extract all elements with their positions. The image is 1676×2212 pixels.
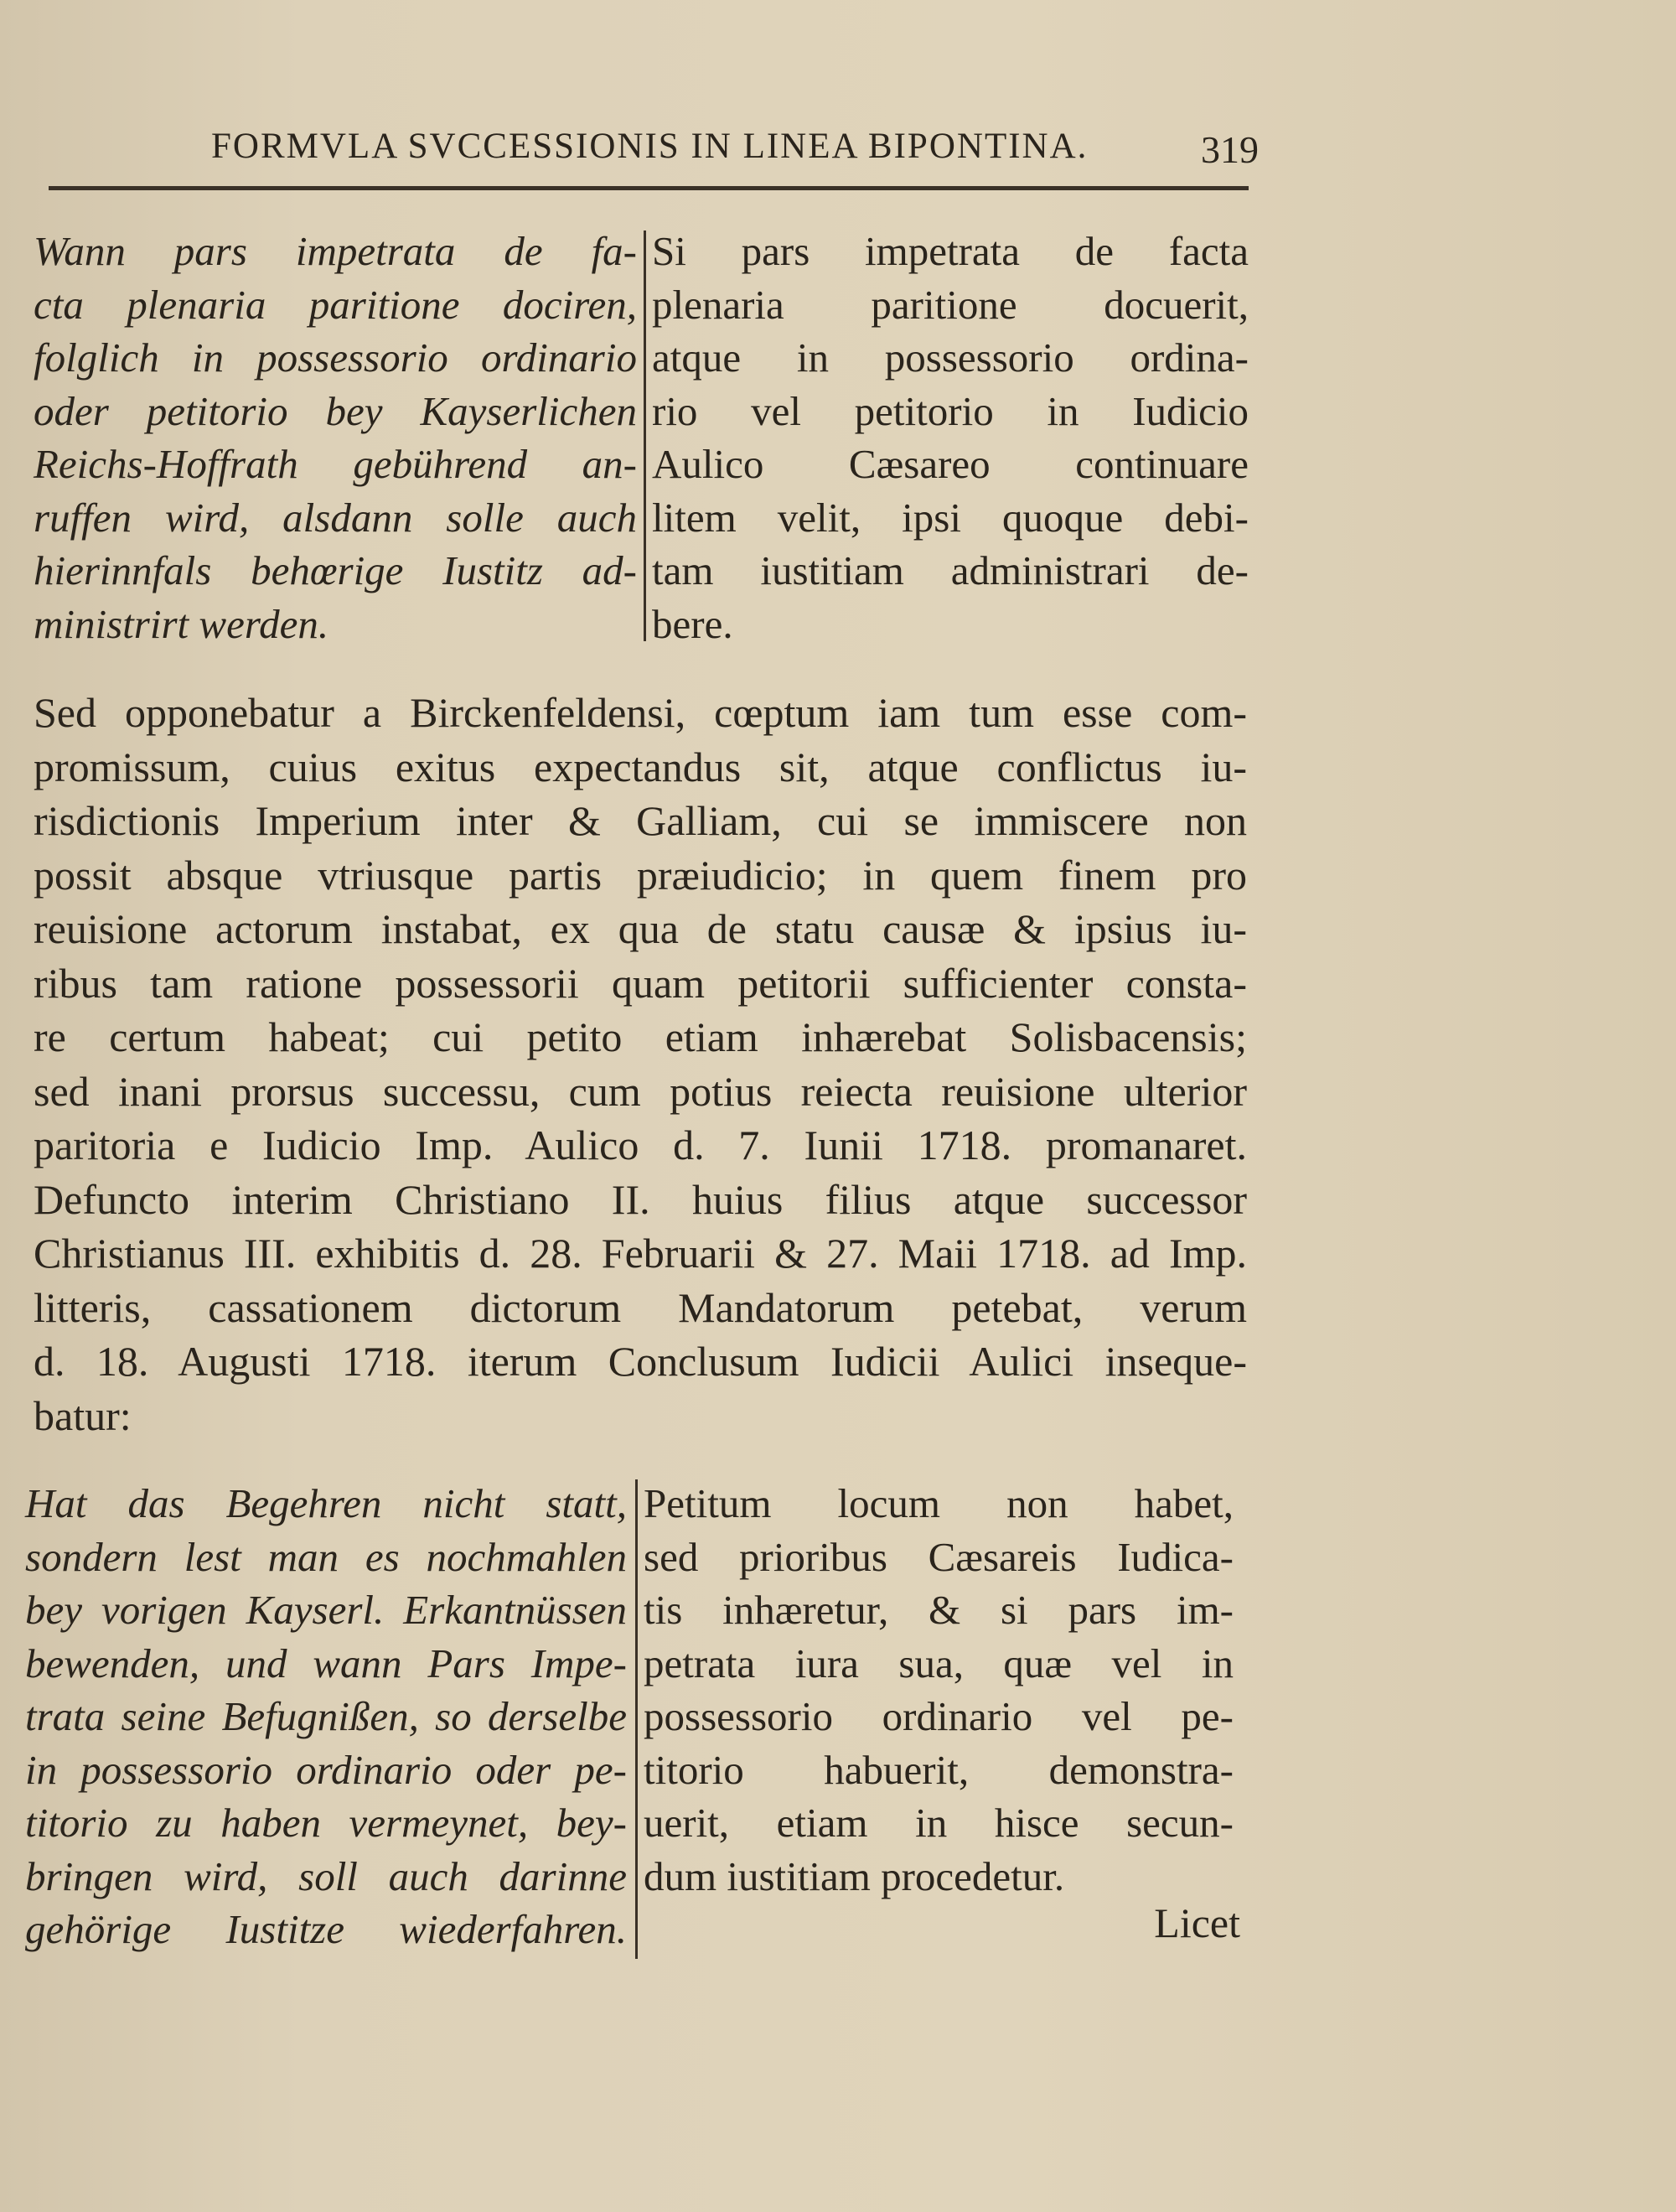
page-number: 319 — [1201, 128, 1259, 171]
text-line: bere. — [652, 600, 733, 647]
header-rule — [49, 186, 1249, 190]
text-line: Reichs-Hoffrath gebührend an- — [34, 441, 637, 487]
text-line: Wann pars impetrata de fa- — [34, 228, 637, 274]
text-line: trata seine Befugnißen, so derselbe — [25, 1693, 627, 1739]
block2-latin-column — [644, 1477, 1234, 1903]
block2-german-column — [25, 1477, 627, 1956]
text-line: titorio habuerit, demonstra- — [644, 1746, 1234, 1793]
text-line: possessorio ordinario vel pe- — [644, 1693, 1234, 1739]
text-line: re certum habeat; cui petito etiam inhærebat Solisbacensis; — [34, 1013, 1247, 1060]
text-line: folglich in possessorio ordinario — [34, 334, 637, 381]
block1-german-column — [34, 225, 637, 650]
text-line: ruffen wird, alsdann solle auch — [34, 494, 637, 541]
text-line: hierinnfals behœrige Iustitz ad- — [34, 547, 637, 593]
text-line: sed inani prorsus successu, cum potius reiecta reuisione ulterior — [34, 1067, 1247, 1115]
text-line: Aulico Cæsareo continuare — [652, 441, 1249, 487]
text-line: risdictionis Imperium inter & Galliam, cui se immiscere non — [34, 797, 1247, 844]
body-paragraph — [34, 686, 1247, 1443]
block2-column-divider — [635, 1479, 638, 1959]
text-line: Si pars impetrata de facta — [652, 228, 1249, 274]
text-line: rio vel petitorio in Iudicio — [652, 387, 1249, 434]
text-line: ribus tam ratione possessorii quam petitorii sufficienter consta- — [34, 959, 1247, 1007]
block1-latin-column — [652, 225, 1249, 650]
text-line: Christianus III. exhibitis d. 28. Februarii & 27. Maii 1718. ad Imp. — [34, 1230, 1247, 1277]
text-line: in possessorio ordinario oder pe- — [25, 1746, 627, 1793]
text-line: Defuncto interim Christiano II. huius filius atque successor — [34, 1175, 1247, 1223]
text-line: tam iustitiam administrari de- — [652, 547, 1249, 593]
text-line: batur: — [34, 1391, 132, 1439]
text-line: litteris, cassationem dictorum Mandatorum petebat, verum — [34, 1283, 1247, 1331]
text-line: uerit, etiam in hisce secun- — [644, 1800, 1234, 1846]
text-line: reuisione actorum instabat, ex qua de statu causæ & ipsius iu- — [34, 905, 1247, 952]
text-line: promissum, cuius exitus expectandus sit, atque conflictus iu- — [34, 743, 1247, 790]
text-line: litem velit, ipsi quoque debi- — [652, 494, 1249, 541]
text-line: dum iustitiam procedetur. — [644, 1852, 1065, 1899]
text-line: gehörige Iustitze wiederfahren. — [25, 1906, 627, 1952]
text-line: tis inhæretur, & si pars im- — [644, 1587, 1234, 1633]
text-line: Hat das Begehren nicht statt, — [25, 1480, 627, 1526]
text-line: d. 18. Augusti 1718. iterum Conclusum Iudicii Aulici inseque- — [34, 1338, 1247, 1385]
text-line: Sed opponebatur a Birckenfeldensi, cœptum iam tum esse com- — [34, 689, 1247, 736]
text-line: bringen wird, soll auch darinne — [25, 1852, 627, 1899]
text-line: titorio zu haben vermeynet, bey- — [25, 1800, 627, 1846]
catchword: Licet — [1154, 1899, 1240, 1946]
text-line: possit absque vtriusque partis præiudicio; in quem finem pro — [34, 851, 1247, 899]
text-line: sed prioribus Cæsareis Iudica- — [644, 1533, 1234, 1580]
text-line: sondern lest man es nochmahlen — [25, 1533, 627, 1580]
text-line: plenaria paritione docuerit, — [652, 281, 1249, 328]
block1-column-divider — [644, 231, 646, 641]
text-line: atque in possessorio ordina- — [652, 334, 1249, 381]
text-line: Petitum locum non habet, — [644, 1480, 1234, 1526]
running-title: FORMVLA SVCCESSIONIS IN LINEA BIPONTINA. — [211, 127, 1089, 166]
text-line: oder petitorio bey Kayserlichen — [34, 387, 637, 434]
text-line: cta plenaria paritione dociren, — [34, 281, 637, 328]
text-line: bewenden, und wann Pars Impe- — [25, 1640, 627, 1686]
text-line: paritoria e Iudicio Imp. Aulico d. 7. Iunii 1718. promanaret. — [34, 1122, 1247, 1168]
page-header — [211, 126, 1259, 184]
text-line: bey vorigen Kayserl. Erkantnüssen — [25, 1587, 627, 1633]
text-line: ministrirt werden. — [34, 600, 329, 647]
text-line: petrata iura sua, quæ vel in — [644, 1640, 1234, 1686]
